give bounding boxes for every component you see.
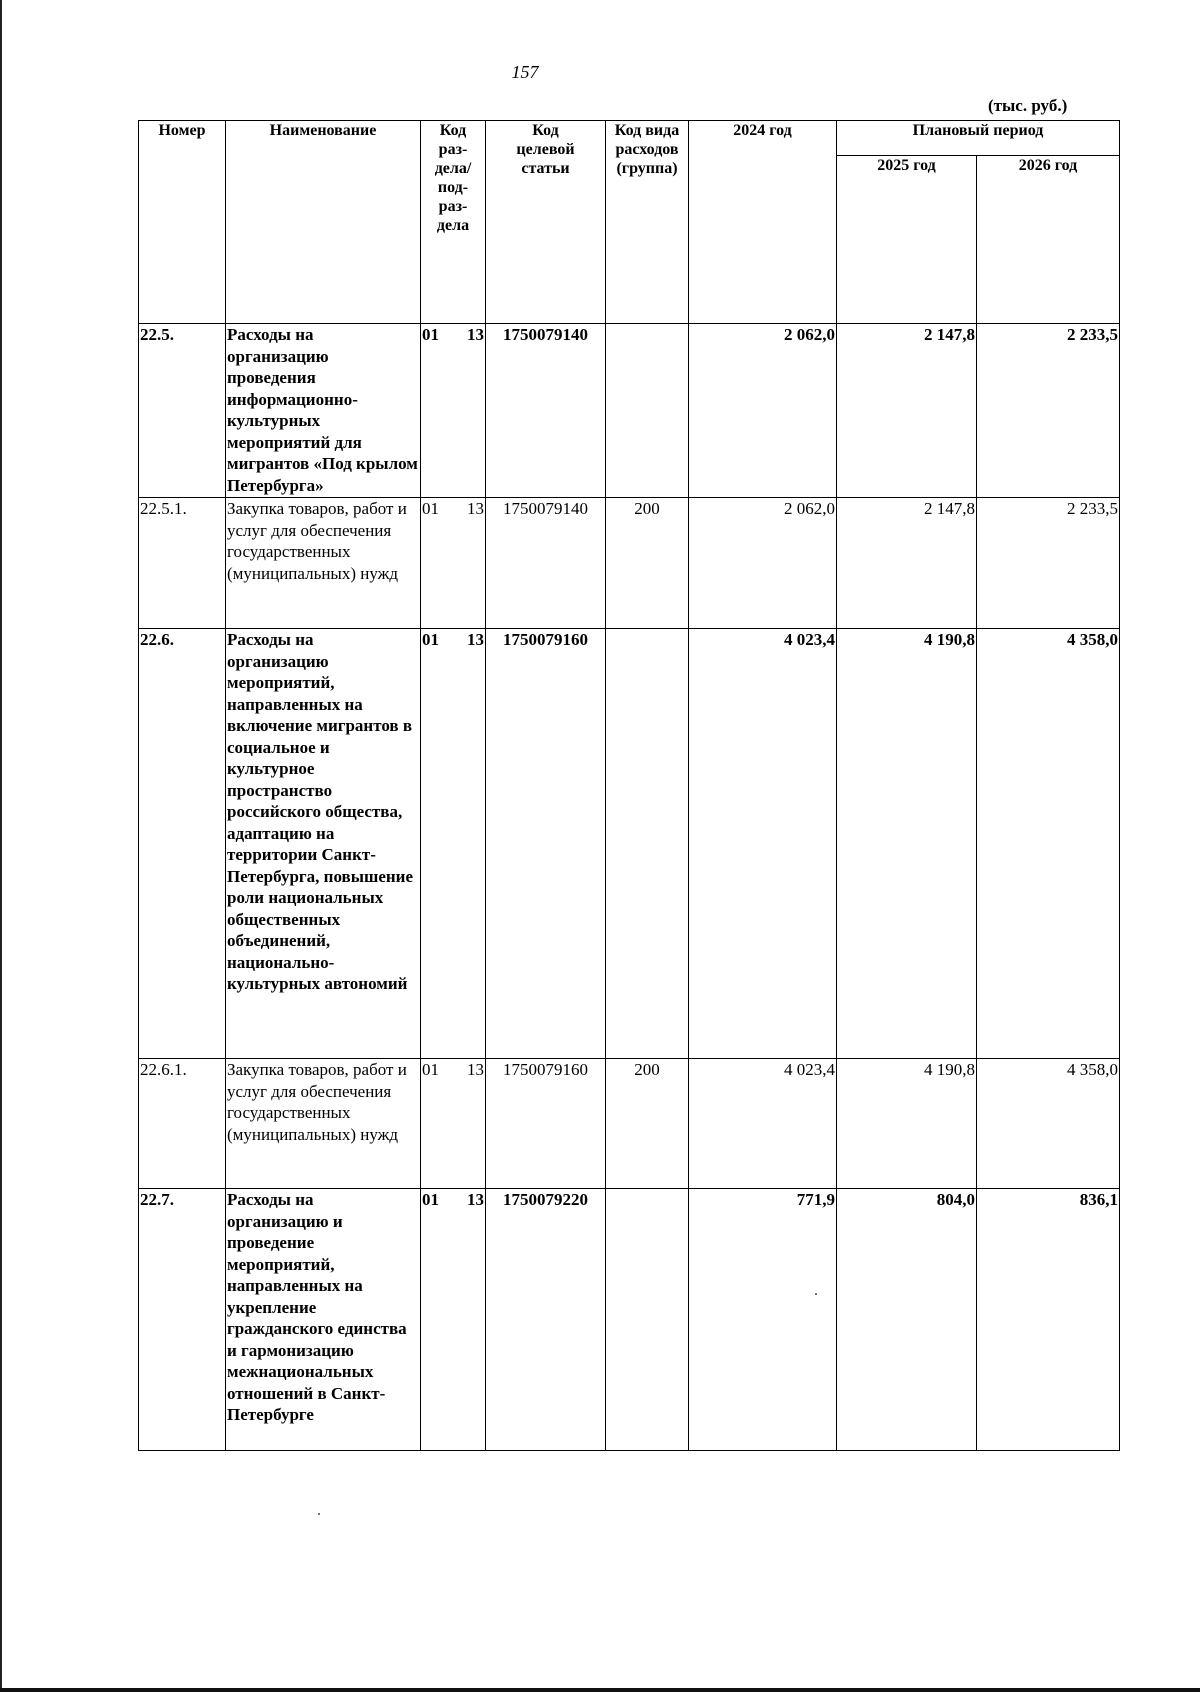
section-code: 01 xyxy=(422,499,439,518)
header-target-code: Код целевой статьи xyxy=(486,121,606,324)
row-amount-2025: 4 190,8 xyxy=(837,629,977,1059)
subsection-code: 13 xyxy=(467,630,484,649)
table-row xyxy=(139,324,1120,498)
row-number: 22.7. xyxy=(139,1189,226,1451)
scan-speck xyxy=(318,1513,320,1515)
section-code: 01 xyxy=(422,1190,439,1209)
row-name: Закупка товаров, работ и услуг для обеспечения государственных (муниципальных) нужд xyxy=(226,1059,421,1189)
table-row xyxy=(139,1189,1120,1451)
row-number: 22.6.1. xyxy=(139,1059,226,1189)
scan-edge-bottom xyxy=(0,1688,1200,1692)
header-expense-type: Код вида расходов (группа) xyxy=(606,121,689,324)
table-body xyxy=(139,324,1120,1451)
row-expense-type xyxy=(606,324,689,498)
header-2026: 2026 год xyxy=(977,156,1120,324)
budget-table xyxy=(138,120,1120,1451)
header-2024: 2024 год xyxy=(689,121,837,324)
row-section-code xyxy=(421,629,486,1059)
header-2025: 2025 год xyxy=(837,156,977,324)
row-number: 22.5. xyxy=(139,324,226,498)
section-code-pair xyxy=(422,324,484,346)
row-name: Расходы на организацию мероприятий, направленных на включение мигрантов в социальное и культурное пространство российского общества, адаптацию на территории Санкт-Петербурга, повышение роли национальных общественных объединений, национально-культурных автономий xyxy=(226,629,421,1059)
subsection-code: 13 xyxy=(467,325,484,344)
row-target-code: 1750079220 xyxy=(486,1189,606,1451)
header-plan-period: Плановый период xyxy=(837,121,1120,156)
section-code-pair xyxy=(422,498,484,520)
row-name: Расходы на организацию и проведение мероприятий, направленных на укрепление гражданского единства и гармонизацию межнациональных отношений в Санкт-Петербурге xyxy=(226,1189,421,1451)
table-header xyxy=(139,121,1120,324)
section-code-pair xyxy=(422,1059,484,1081)
row-amount-2026: 4 358,0 xyxy=(977,1059,1120,1189)
row-amount-2025: 2 147,8 xyxy=(837,324,977,498)
row-amount-2026: 4 358,0 xyxy=(977,629,1120,1059)
row-amount-2026: 2 233,5 xyxy=(977,498,1120,629)
row-amount-2024: 4 023,4 xyxy=(689,629,837,1059)
row-expense-type xyxy=(606,1189,689,1451)
row-amount-2026: 836,1 xyxy=(977,1189,1120,1451)
row-target-code: 1750079160 xyxy=(486,629,606,1059)
section-code: 01 xyxy=(422,1060,439,1079)
row-section-code xyxy=(421,324,486,498)
row-amount-2025: 4 190,8 xyxy=(837,1059,977,1189)
row-number: 22.6. xyxy=(139,629,226,1059)
subsection-code: 13 xyxy=(467,1060,484,1079)
header-name: Наименование xyxy=(226,121,421,324)
row-section-code xyxy=(421,1189,486,1451)
row-amount-2025: 2 147,8 xyxy=(837,498,977,629)
section-code: 01 xyxy=(422,630,439,649)
units-label: (тыс. руб.) xyxy=(988,96,1068,115)
row-expense-type xyxy=(606,629,689,1059)
row-number: 22.5.1. xyxy=(139,498,226,629)
row-amount-2024: 771,9 xyxy=(689,1189,837,1451)
section-code-pair xyxy=(422,1189,484,1211)
row-expense-type: 200 xyxy=(606,498,689,629)
scan-edge-left xyxy=(0,0,2,1692)
row-amount-2024: 2 062,0 xyxy=(689,498,837,629)
table-row xyxy=(139,1059,1120,1189)
row-target-code: 1750079140 xyxy=(486,324,606,498)
row-name: Расходы на организацию проведения информационно-культурных мероприятий для мигрантов «Под крылом Петербурга» xyxy=(226,324,421,498)
subsection-code: 13 xyxy=(467,1190,484,1209)
section-code-pair xyxy=(422,629,484,651)
row-amount-2024: 2 062,0 xyxy=(689,324,837,498)
table-row xyxy=(139,629,1120,1059)
row-section-code xyxy=(421,1059,486,1189)
row-expense-type: 200 xyxy=(606,1059,689,1189)
header-number: Номер xyxy=(139,121,226,324)
row-amount-2026: 2 233,5 xyxy=(977,324,1120,498)
page-number: 157 xyxy=(511,62,539,82)
row-amount-2024: 4 023,4 xyxy=(689,1059,837,1189)
section-code: 01 xyxy=(422,325,439,344)
row-section-code xyxy=(421,498,486,629)
row-name: Закупка товаров, работ и услуг для обеспечения государственных (муниципальных) нужд xyxy=(226,498,421,629)
row-target-code: 1750079160 xyxy=(486,1059,606,1189)
row-amount-2025: 804,0 xyxy=(837,1189,977,1451)
header-section-code: Код раз- дела/ под- раз- дела xyxy=(421,121,486,324)
table-row xyxy=(139,498,1120,629)
subsection-code: 13 xyxy=(467,499,484,518)
row-target-code: 1750079140 xyxy=(486,498,606,629)
